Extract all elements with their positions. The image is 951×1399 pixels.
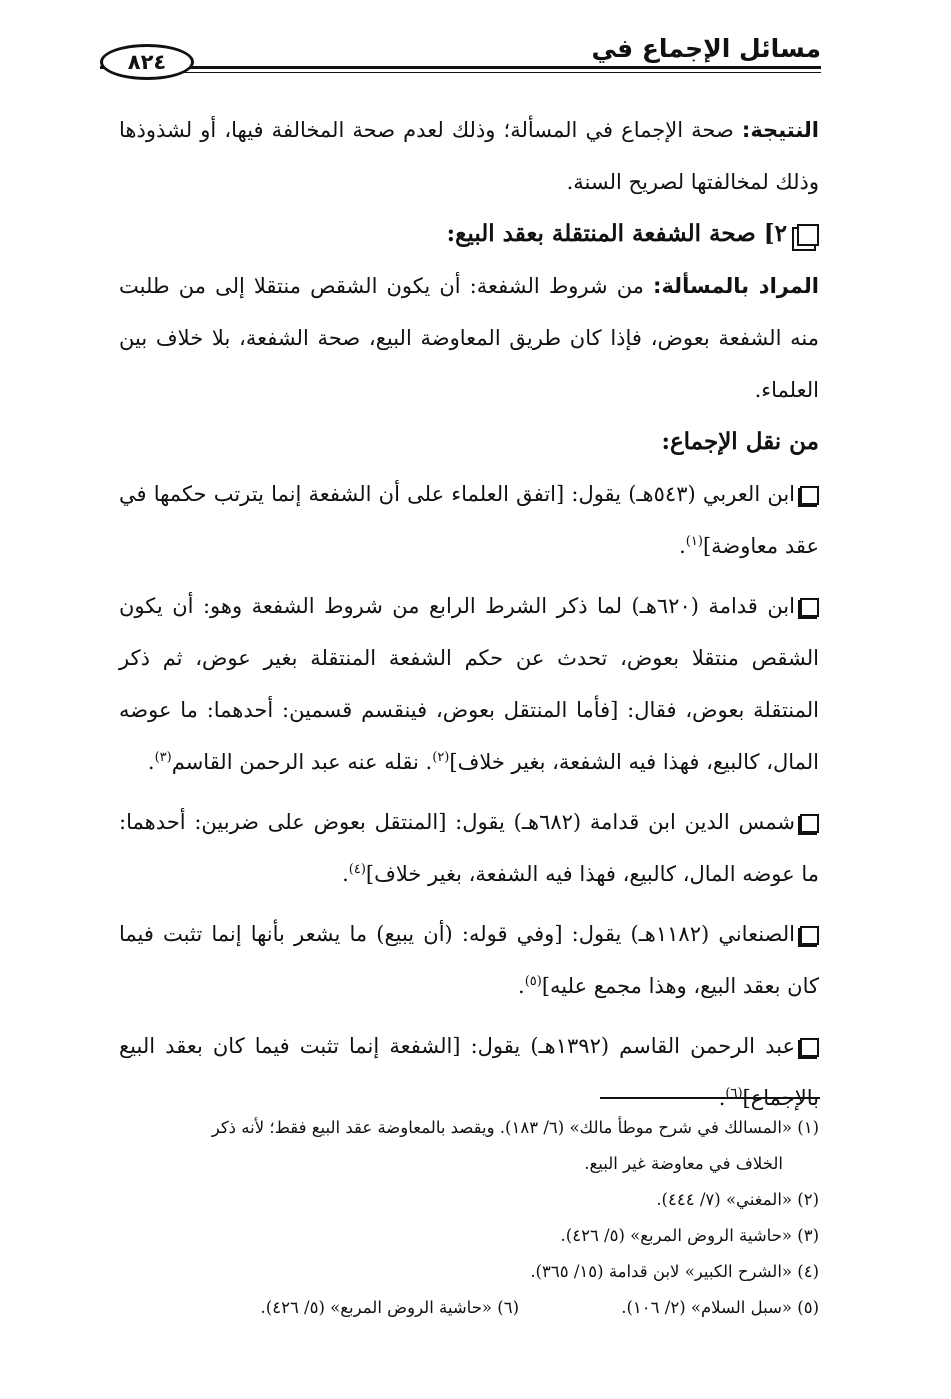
section-heading — [119, 208, 819, 260]
quote-text: شمس الدين ابن قدامة (٦٨٢هـ) يقول: [المنتقل بعوض على ضربين: أحدهما: ما عوضه المال، كالبيع، فهذا فيه الشفعة، بغير خلاف] — [119, 810, 819, 886]
page-header — [100, 30, 821, 90]
footnote-ref: (٥) — [524, 974, 542, 989]
body-text — [119, 104, 819, 1124]
quote-tail: . — [679, 534, 686, 558]
meaning-label: المراد بالمسألة: — [653, 274, 819, 298]
checkbox-icon — [800, 926, 819, 945]
footnote-4: (٤) «الشرح الكبير» لابن قدامة (١٥/ ٣٦٥). — [530, 1262, 819, 1281]
footnote-ref: (٢) — [432, 750, 450, 765]
quote-tail: . نقله عنه عبد الرحمن القاسم — [171, 750, 433, 774]
running-title: مسائل الإجماع في — [591, 34, 821, 63]
footnotes — [119, 1110, 819, 1326]
footnote-3: (٣) «حاشية الروض المربع» (٥/ ٤٢٦). — [560, 1226, 819, 1245]
footnote-ref: (٦) — [725, 1086, 743, 1101]
section-title: ٢] صحة الشفعة المنتقلة بعقد البيع: — [446, 220, 787, 247]
quote-text: ابن العربي (٥٤٣هـ) يقول: [اتفق العلماء على أن الشفعة إنما يترتب حكمها في عقد معاوضة] — [119, 482, 819, 558]
result-label: النتيجة: — [741, 118, 819, 142]
checkbox-icon — [800, 1038, 819, 1057]
quote-tail: . — [718, 1086, 726, 1110]
meaning-paragraph — [119, 260, 819, 416]
quote-tail: . — [342, 862, 349, 886]
footnote-ref: (٣) — [154, 750, 172, 765]
header-rule — [100, 66, 821, 69]
quote-alqasim — [119, 1020, 819, 1124]
quote-text: الصنعاني (١١٨٢هـ) يقول: [وفي قوله: (أن يبيع) ما يشعر بأنها إنما تثبت فيما كان بعقد البيع، وهذا مجمع عليه] — [119, 922, 819, 998]
quote-tail: . — [147, 750, 155, 774]
quote-tail: . — [518, 974, 525, 998]
footnote-ref: (١) — [685, 534, 703, 549]
footnote-row — [119, 1290, 819, 1326]
checkbox-icon — [800, 598, 819, 617]
footnote-ref: (٤) — [348, 862, 366, 877]
quote-sanani — [119, 908, 819, 1012]
checkbox-icon — [800, 814, 819, 833]
footnote-rule — [600, 1097, 820, 1099]
quote-ibn-qudama — [119, 580, 819, 788]
quote-ibn-alarabi — [119, 468, 819, 572]
section-icon — [797, 224, 819, 246]
footnote-2: (٢) «المغني» (٧/ ٤٤٤). — [656, 1190, 819, 1209]
footnote-5: (٥) «سبل السلام» (٢/ ١٠٦). — [621, 1298, 819, 1317]
quote-text: عبد الرحمن القاسم (١٣٩٢هـ) يقول: [الشفعة إنما تثبت فيما كان بعقد البيع بالإجماع] — [119, 1034, 819, 1110]
page-number: ٨٢٤ — [100, 44, 194, 80]
footnote-6: (٦) «حاشية الروض المربع» (٥/ ٤٢٦). — [260, 1298, 519, 1317]
quote-shams-aldin — [119, 796, 819, 900]
quote-text: ابن قدامة (٦٢٠هـ) لما ذكر الشرط الرابع من شروط الشفعة وهو: أن يكون الشقص منتقلا بعوض، تحدث عن حكم الشفعة المنتقلة بغير عوض، ثم ذكر المنتقلة بعوض، فقال: [فأما المنتقل بعوض، فينقسم قسمين: أحدهما: ما عوضه المال، كالبيع، فهذا فيه الشفعة، بغير خلاف] — [119, 594, 819, 774]
meaning-text: من شروط الشفعة: أن يكون الشقص منتقلا إلى من طلبت منه الشفعة بعوض، فإذا كان طريق المعاوضة البيع، صحة الشفعة، بلا خلاف بين العلماء. — [119, 274, 819, 402]
checkbox-icon — [800, 486, 819, 505]
result-text: صحة الإجماع في المسألة؛ وذلك لعدم صحة المخالفة فيها، أو لشذوذها وذلك لمخالفتها لصريح السنة. — [119, 118, 819, 194]
footnote-1-continued: الخلاف في معاوضة غير البيع. — [584, 1154, 783, 1173]
result-paragraph — [119, 104, 819, 208]
header-rule-thin — [140, 72, 821, 73]
transmission-heading: من نقل الإجماع: — [661, 428, 819, 455]
footnote-1: (١) «المسالك في شرح موطأ مالك» (٦/ ١٨٣). ويقصد بالمعاوضة عقد البيع فقط؛ لأنه ذكر — [211, 1118, 819, 1137]
